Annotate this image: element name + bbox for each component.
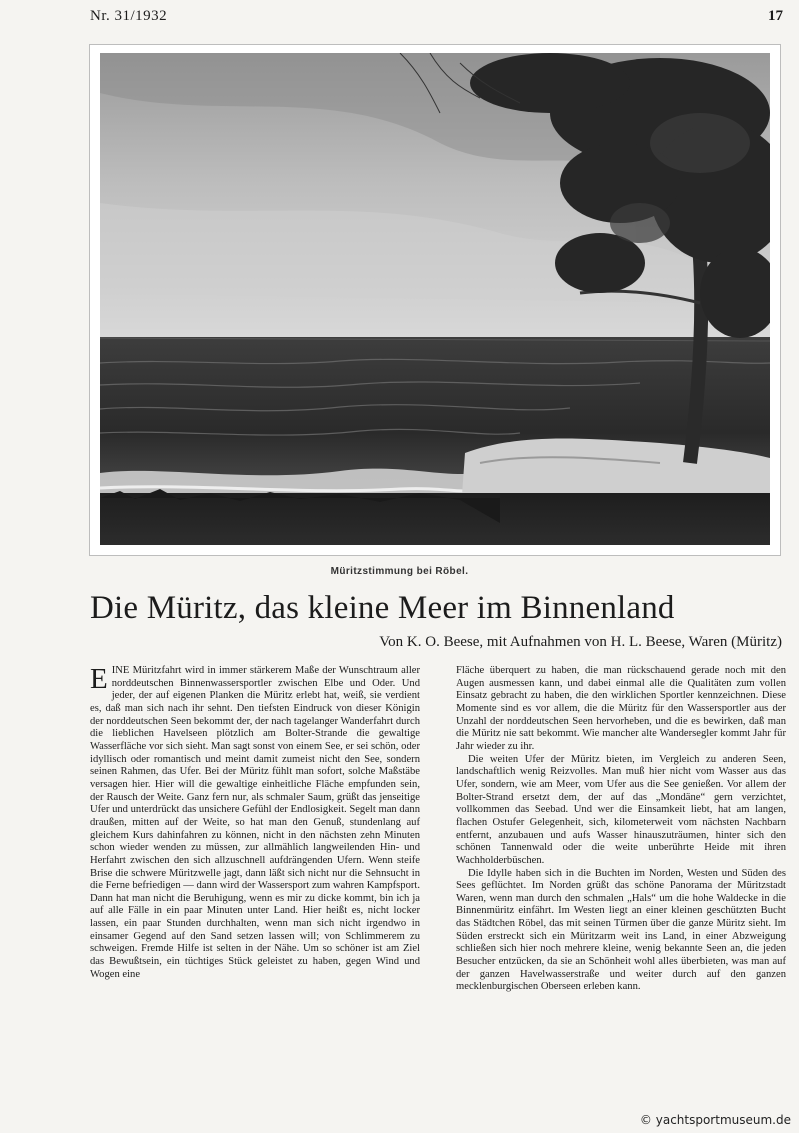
paragraph: Die weiten Ufer der Müritz bieten, im Vergleich zu anderen Seen, landschaftlich wenig Reizvolles. Man muß hier nicht vom Wasser aus das Ufer, sondern, wie am Meer, vom Ufer aus die See genießen. Vor allem der Bolter-Strand ersetzt dem, der auf das „Mondäne“ gern verzichtet, vollkommen das Seebad. Und wer die Einsamkeit liebt, hat am langen, flachen Ostufer Gelegenheit, sich, kilometerweit vom nächsten Nachbarn entfernt, anzubauen und aufs Wasser hinauszuträumen, hinter sich den schönen Tannenwald oder die weite unberührte Heide mit ihren Wachholderbüschen. (456, 753, 786, 866)
article-byline: Von K. O. Beese, mit Aufnahmen von H. L. Beese, Waren (Müritz) (379, 634, 782, 650)
paragraph: Die Idylle haben sich in die Buchten im Norden, Westen und Süden des Sees geflüchtet. Im Norden grüßt das schöne Panorama der Müritzstadt Waren, wenn man durch den schmalen „Hals“ um die hohe Waldecke in die Binnenmüritz einfährt. Im Westen liegt an einer kleinen geschützten Bucht das Städtchen Röbel, das mit seinen Türmen über die ganze Müritz sieht. Im Süden erstreckt sich ein Müritzarm weit ins Land, in einer Abzweigung schließen sich hier noch mehrere kleine, wenig bekannte Seen an, die jeden Besucher entzücken, da sie an Schönheit wohl alles überbieten, was man auf der ganzen Havelwasserstraße und weiter durch auf den ganzen mecklenburgischen Oberseen erleben kann. (456, 867, 786, 993)
issue-number: Nr. 31/1932 (90, 8, 168, 24)
paragraph: Fläche überquert zu haben, die man rückschauend gerade noch mit den Augen ausmessen kann, und dabei einmal alle die Qualitäten zum vollen Einsatz gebracht zu haben, die den wirklichen Sportler kennzeichnen. Diese Momente sind es vor allem, die die Müritz für den Wassersportler aus der Unzahl der norddeutschen Seen hervorheben, und die es bewirken, daß man die Müritz nie satt bekommt. Wie mancher alte Wandersegler kommt Jahr für Jahr wieder zu ihr. (456, 665, 786, 752)
article-body (90, 665, 785, 1045)
page-header (90, 8, 783, 28)
article-title: Die Müritz, das kleine Meer im Binnenland (90, 590, 675, 626)
lake-photo-image (100, 53, 770, 545)
paragraph-text: INE Müritzfahrt wird in immer stärkerem Maße der Wunschtraum aller norddeutschen Binnenwassersportler zwischen Elbe und Oder. Und jeder, der auf eigenen Planken die Müritz erlebt hat, weiß, sie verdient es, daß man sich nach ihr sehnt. Den tiefsten Eindruck von dieser Königin der norddeutschen Seen bekommt der, der nach tagelanger Wanderfahrt durch die lieblichen Havelseen plötzlich am Bolter-Strande die gewaltige Wasserfläche vor sich sieht. Man sagt sonst von einem See, er sei schön, oder idyllisch oder romantisch und meint damit zumeist nicht den See, sondern seinen Rahmen, das Ufer. Bei der Müritz fühlt man sofort, solche Maßstäbe versagen hier. Hier will die gewaltige einheitliche Fläche empfunden sein, der Rausch der Weite. Ganz fern nur, als schmaler Saum, grüßt das jenseitige Ufer und unterdrückt das unsichere Gefühl der Endlosigkeit. Segelt man dann draußen, mitten auf der Weite, so hat man den Genuß, stundenlang auf gleichem Kurs dahinfahren zu können, nicht in den nächsten zehn Minuten schon wieder wenden zu müssen, zur allmählich langweilenden Hin- und Herfahrt zwischen den sich allzuschnell aufdrängenden Ufern. Wenn steife Brise die schwere Müritzwelle jagt, dann läßt sich nicht nur die Sehnsucht in die Ferne befriedigen — dann wird der Wassersport zum wahren Kampfsport. Dann hat man nicht die Beruhigung, wenn es mir zu dicke kommt, bin ich ja auf alle Fälle in ein paar Minuten unter Land. Hier heißt es, nicht locker lassen, ein paar Stunden durchhalten, wenn man sich nicht irgendwo in einsamer Gegend auf den Sand setzen lassen will; von Schlimmerem zu schweigen. Fremde Hilfe ist selten in der Nähe. Um so schöner ist am Ziel das Bewußtsein, ein tüchtiges Stück geleistet zu haben, gegen Wind und Wogen eine (90, 665, 420, 980)
watermark: © yachtsportmuseum.de (639, 1113, 791, 1127)
paragraph (90, 665, 420, 981)
text-column-left (90, 665, 420, 981)
photo-frame (89, 44, 781, 556)
page-number: 17 (768, 8, 783, 24)
photo-caption: Müritzstimmung bei Röbel. (330, 566, 469, 577)
lake-photo (100, 53, 770, 545)
drop-cap: E (90, 663, 108, 695)
text-column-right (456, 665, 786, 994)
